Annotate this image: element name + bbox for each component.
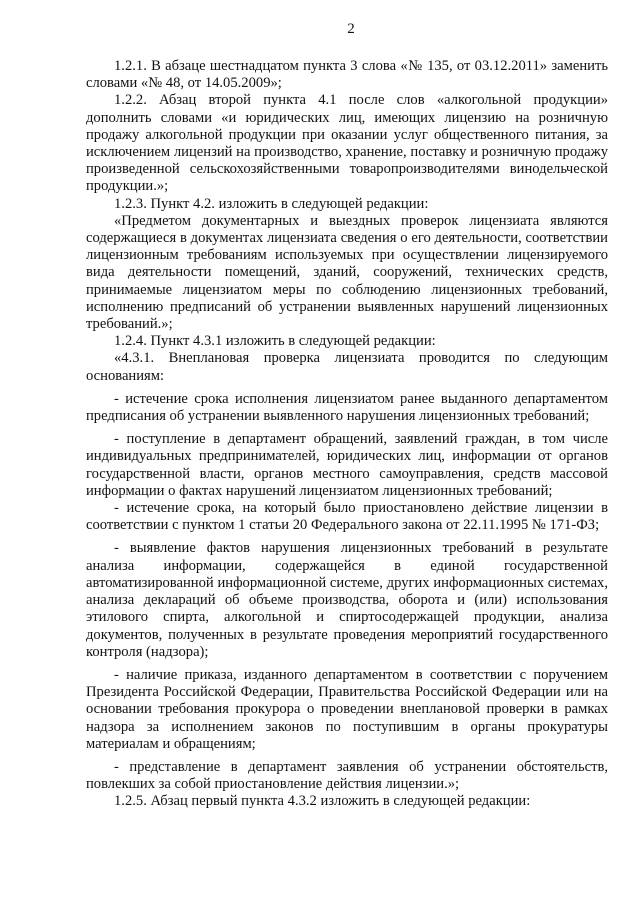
paragraph-quote-4-2: «Предметом документарных и выездных проверок лицензиата являются содержащиеся в документах лицензиата сведения о его деятельности, соответствии лицензионным требованиям используемых при осуществлении лицензируемого вида деятельности помещений, зданий, сооружений, технических средств, принимаемые лицензиатом меры по соблюдению лицензионных требований, исполнению предписаний об устранении выявленных нарушений лицензионных требований.»; [86, 212, 608, 333]
list-item-elimination-application: - представление в департамент заявления об устранении обстоятельств, повлекших за собой приостановление действия лицензии.»; [86, 758, 608, 793]
paragraph-1-2-4: 1.2.4. Пункт 4.3.1 изложить в следующей редакции: [114, 333, 436, 350]
paragraph-1-2-2: 1.2.2. Абзац второй пункта 4.1 после слов «алкогольной продукции» дополнить словами «и юридических лиц, имеющих лицензию на розничную продажу алкогольной продукции при оказании услуг общественного питания, за исключением лицензий на производство, хранение, поставку и розничную продажу произведенной сельскохозяйственными товаропроизводителями винодельческой продукции.»; [86, 92, 608, 195]
paragraph-1-2-3: 1.2.3. Пункт 4.2. изложить в следующей редакции: [114, 195, 429, 212]
page-number: 2 [347, 21, 355, 37]
list-item-order-presence: - наличие приказа, изданного департаментом в соответствии с поручением Президента Российской Федерации, Правительства Российской Федерации или на основании требования прокурора о проведении внеплановой проверки в рамках надзора за исполнением законов по поступившим в органы прокуратуры материалам и обращениям; [86, 666, 608, 752]
paragraph-4-3-1-intro: «4.3.1. Внеплановая проверка лицензиата проводится по следующим основаниям: [86, 350, 608, 384]
list-item-deadline-expiry: - истечение срока исполнения лицензиатом ранее выданного департаментом предписания об устранении выявленного нарушения лицензионных требований; [86, 390, 608, 425]
paragraph-1-2-1: 1.2.1. В абзаце шестнадцатом пункта 3 слова «№ 135, от 03.12.2011» заменить словами «№ 48, от 14.05.2009»; [86, 58, 608, 92]
paragraph-1-2-5: 1.2.5. Абзац первый пункта 4.3.2 изложить в следующей редакции: [114, 793, 531, 810]
document-page [86, 20, 608, 811]
list-item-citizen-appeals: - поступление в департамент обращений, заявлений граждан, в том числе индивидуальных предпринимателей, юридических лиц, информации от органов государственной власти, органов местного самоуправления, средств массовой информации о фактах нарушений лицензиатом лицензионных требований; [86, 431, 608, 499]
list-item-violation-detection: - выявление фактов нарушения лицензионных требований в результате анализа информации, содержащейся в единой государственной автоматизированной информационной системе, других информационных системах, анализа деклараций об объеме производства, оборота и (или) использования этилового спирта, алкогольной и спиртосодержащей продукции, анализа документов, полученных в результате проведения мероприятий государственного контроля (надзора); [86, 540, 608, 660]
list-item-suspension-expiry: - истечение срока, на который было приостановлено действие лицензии в соответствии с пунктом 1 статьи 20 Федерального закона от 22.11.1995 № 171-ФЗ; [86, 500, 608, 534]
